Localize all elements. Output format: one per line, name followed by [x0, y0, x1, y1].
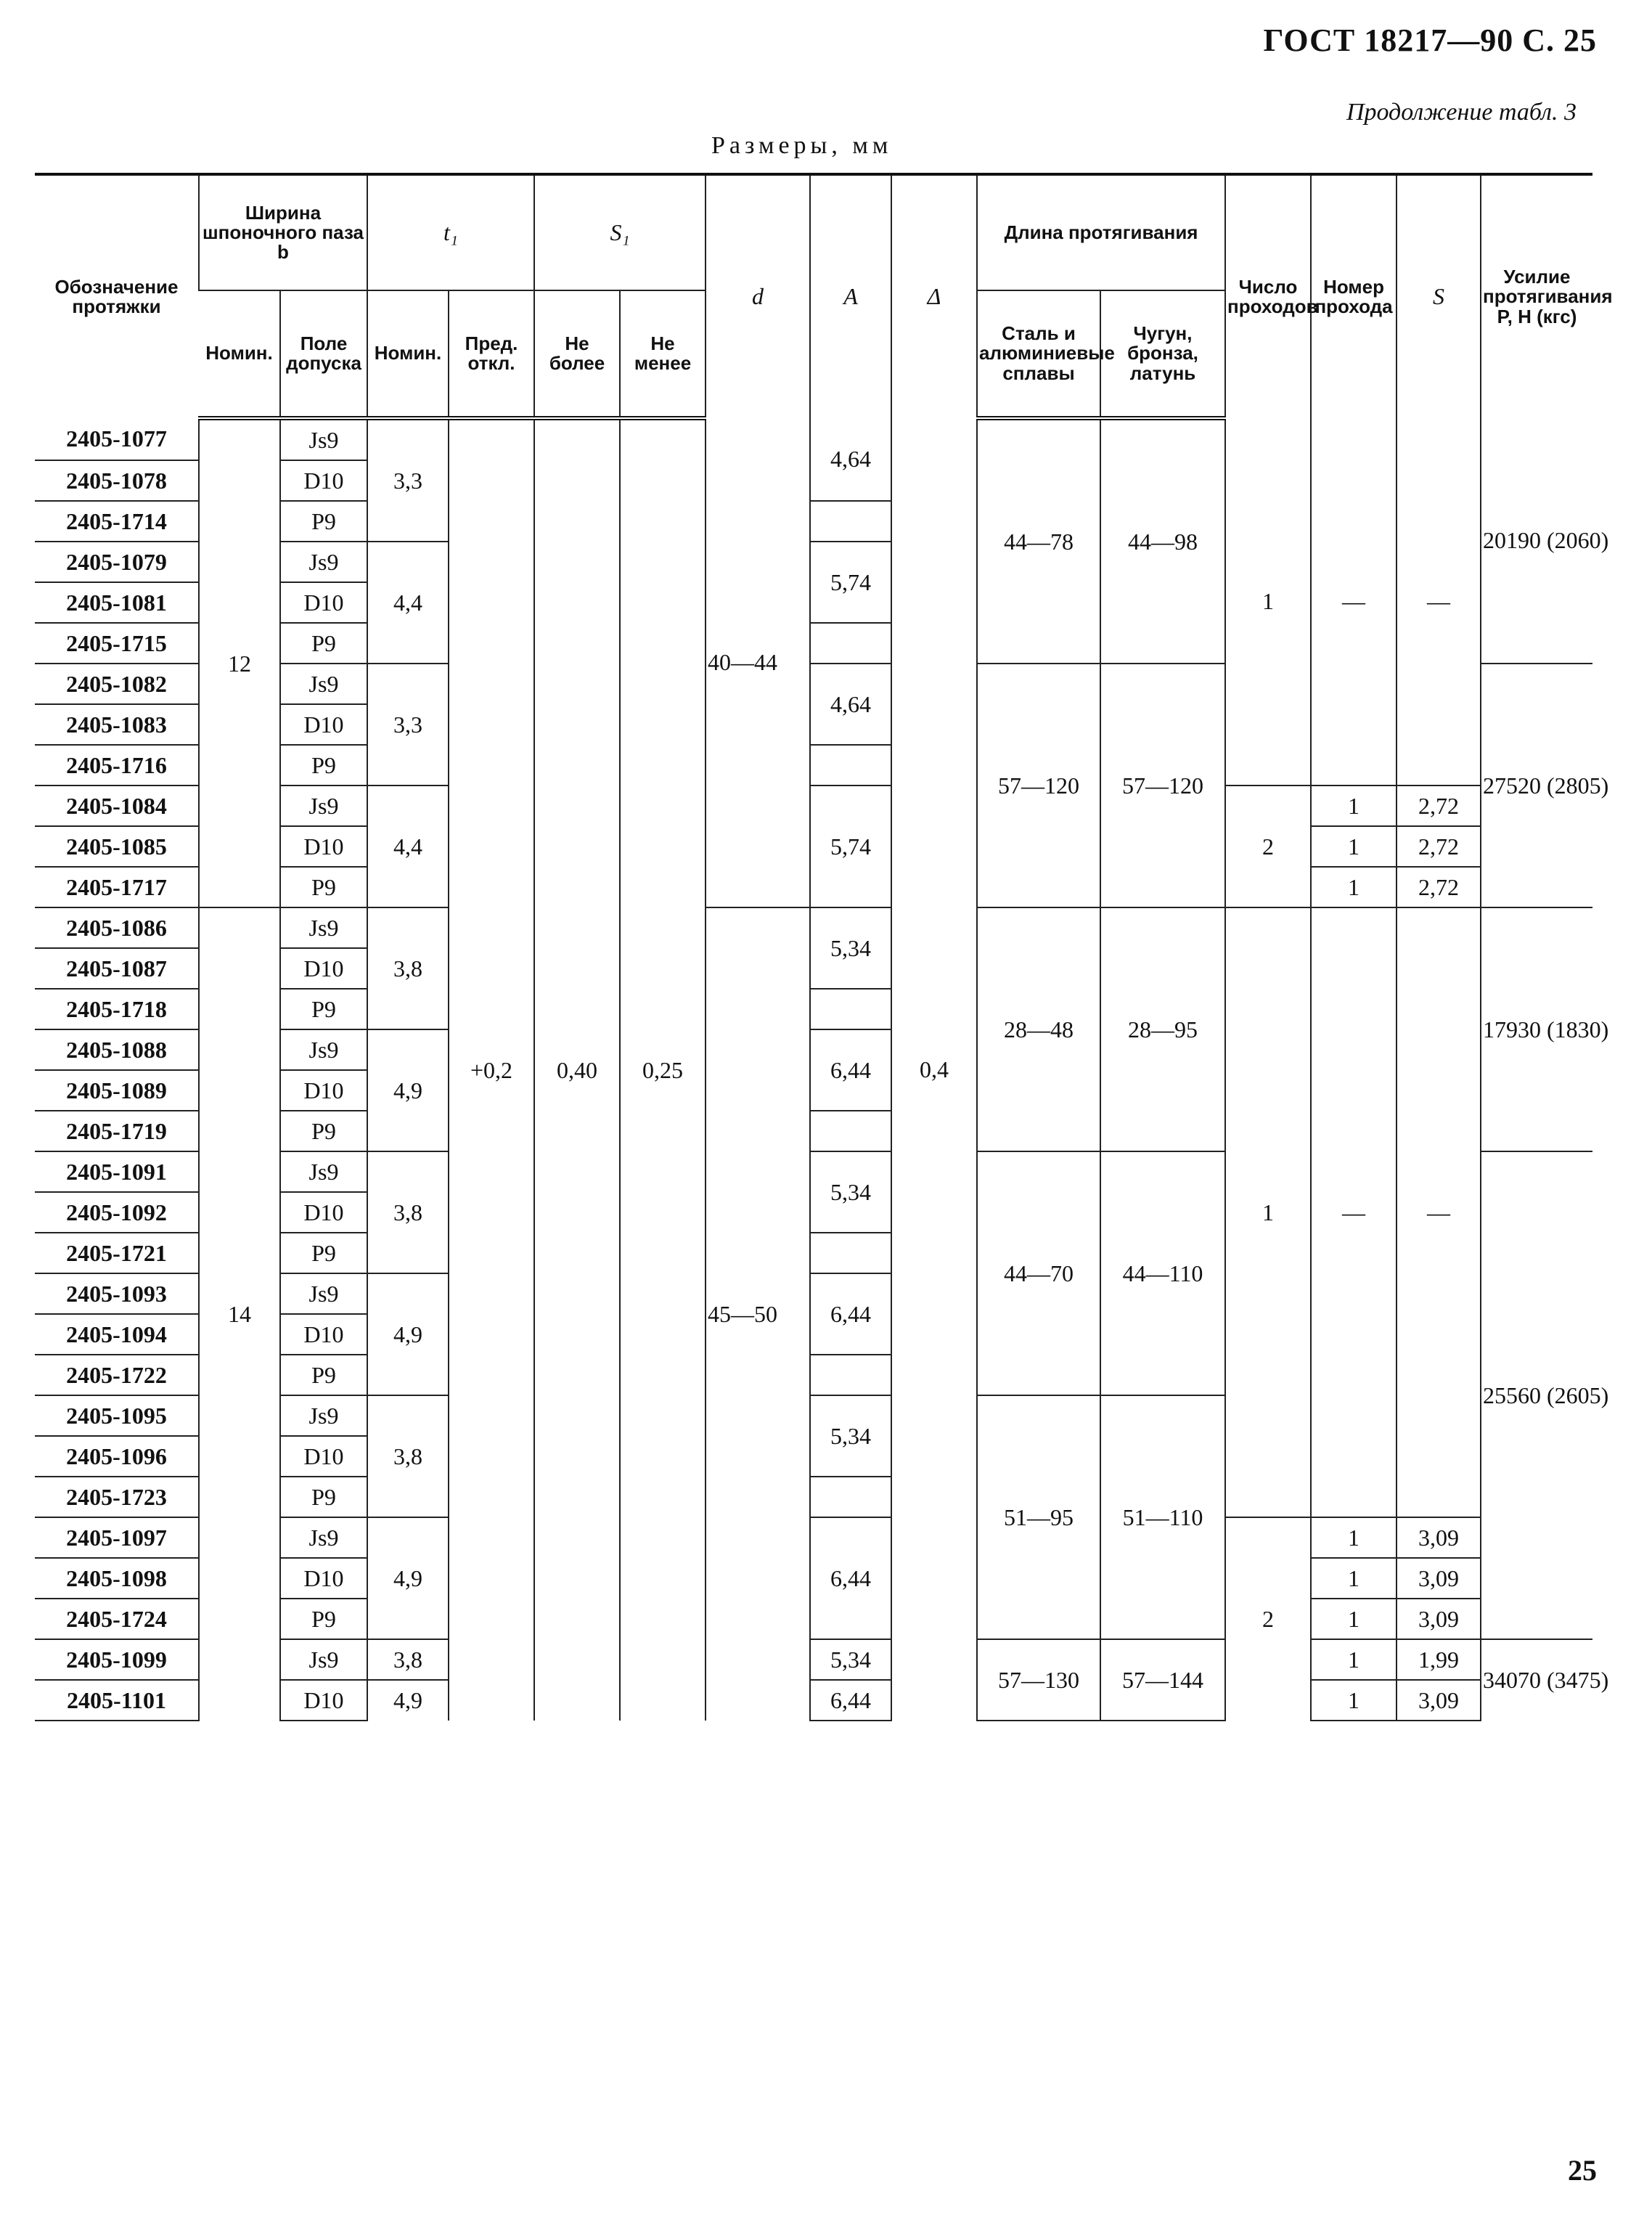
col-delta: Δ	[891, 174, 977, 418]
tolerance-cell: D10	[280, 1436, 367, 1477]
A-cell: 6,44	[810, 1517, 891, 1639]
tolerance-cell: P9	[280, 1599, 367, 1639]
A-cell	[810, 989, 891, 1029]
pass-number-cell: 1	[1311, 1517, 1397, 1558]
table-row-code: 2405-1723	[35, 1477, 199, 1517]
length-iron-cell: 44—98	[1100, 418, 1225, 664]
A-cell: 4,64	[810, 664, 891, 745]
S-cell: 2,72	[1397, 826, 1481, 867]
length-steel-cell: 51—95	[977, 1395, 1100, 1639]
S-cell: 3,09	[1397, 1517, 1481, 1558]
tolerance-cell: D10	[280, 948, 367, 989]
table-row-code: 2405-1082	[35, 664, 199, 704]
table-row-code: 2405-1085	[35, 826, 199, 867]
pass-number-cell: 1	[1311, 785, 1397, 826]
t1-nominal-cell: 3,8	[367, 1639, 449, 1680]
table-row-code: 2405-1084	[35, 785, 199, 826]
tolerance-cell: Js9	[280, 418, 367, 460]
t1-nominal-cell: 3,8	[367, 1395, 449, 1517]
col-A: A	[810, 174, 891, 418]
A-cell: 5,34	[810, 907, 891, 989]
tolerance-cell: D10	[280, 704, 367, 745]
table-row-code: 2405-1101	[35, 1680, 199, 1721]
col-force: Усилие протягивания P, Н (кгс)	[1481, 174, 1592, 418]
tolerance-cell: D10	[280, 460, 367, 501]
length-iron-cell: 57—120	[1100, 664, 1225, 907]
force-cell: 25560 (2605)	[1481, 1151, 1592, 1639]
pass-number-cell: 1	[1311, 1639, 1397, 1680]
col-designation: Обозначение протяжки	[35, 174, 199, 418]
tolerance-cell: P9	[280, 1477, 367, 1517]
col-t1-nom: Номин.	[367, 290, 449, 418]
page-header: ГОСТ 18217—90 С. 25	[1263, 23, 1597, 58]
col-t1-dev: Пред. откл.	[449, 290, 534, 418]
table-row-code: 2405-1724	[35, 1599, 199, 1639]
units-caption: Размеры, мм	[711, 132, 893, 159]
A-cell	[810, 745, 891, 785]
A-cell	[810, 1233, 891, 1273]
col-s1: S₁	[534, 174, 706, 290]
tolerance-cell: Js9	[280, 1273, 367, 1314]
b-nominal-cell: 14	[199, 907, 280, 1721]
tolerance-cell: D10	[280, 582, 367, 623]
table-row-code: 2405-1083	[35, 704, 199, 745]
t1-deviation-cell: +0,2	[449, 418, 534, 1721]
tolerance-cell: P9	[280, 867, 367, 907]
table-row-code: 2405-1721	[35, 1233, 199, 1273]
t1-nominal-cell: 4,9	[367, 1029, 449, 1151]
length-iron-cell: 57—144	[1100, 1639, 1225, 1721]
tolerance-cell: P9	[280, 1355, 367, 1395]
table-row-code: 2405-1093	[35, 1273, 199, 1314]
A-cell	[810, 623, 891, 664]
col-pass-no: Номер прохода	[1311, 174, 1397, 418]
pass-number-cell: 1	[1311, 826, 1397, 867]
tolerance-cell: Js9	[280, 1151, 367, 1192]
broach-table	[35, 173, 1613, 1721]
S-cell: 3,09	[1397, 1680, 1481, 1721]
A-cell	[810, 501, 891, 542]
col-d: d	[706, 174, 810, 418]
table-row-code: 2405-1079	[35, 542, 199, 582]
table-row-code: 2405-1722	[35, 1355, 199, 1395]
pass-number-cell: 1	[1311, 1599, 1397, 1639]
table-row-code: 2405-1092	[35, 1192, 199, 1233]
passes-cell: 2	[1225, 1517, 1311, 1721]
table-row-code: 2405-1715	[35, 623, 199, 664]
table-row-code: 2405-1097	[35, 1517, 199, 1558]
length-steel-cell: 57—120	[977, 664, 1100, 907]
length-iron-cell: 44—110	[1100, 1151, 1225, 1395]
table-row-code: 2405-1078	[35, 460, 199, 501]
table-row-code: 2405-1081	[35, 582, 199, 623]
table-body	[35, 418, 1609, 1721]
table-row-code: 2405-1099	[35, 1639, 199, 1680]
col-S: S	[1397, 174, 1481, 418]
length-steel-cell: 28—48	[977, 907, 1100, 1151]
tolerance-cell: Js9	[280, 907, 367, 948]
t1-nominal-cell: 4,9	[367, 1273, 449, 1395]
A-cell: 6,44	[810, 1273, 891, 1355]
tolerance-cell: Js9	[280, 664, 367, 704]
A-cell: 5,34	[810, 1639, 891, 1680]
force-cell: 27520 (2805)	[1481, 664, 1592, 907]
force-cell: 17930 (1830)	[1481, 907, 1592, 1151]
b-nominal-cell: 12	[199, 418, 280, 907]
tolerance-cell: D10	[280, 1680, 367, 1721]
tolerance-cell: D10	[280, 1070, 367, 1111]
S-cell: 3,09	[1397, 1558, 1481, 1599]
S-cell: 1,99	[1397, 1639, 1481, 1680]
length-steel-cell: 57—130	[977, 1639, 1100, 1721]
pass-number-cell: 1	[1311, 867, 1397, 907]
tolerance-cell: P9	[280, 1233, 367, 1273]
A-cell	[810, 1111, 891, 1151]
tolerance-cell: Js9	[280, 785, 367, 826]
length-steel-cell: 44—78	[977, 418, 1100, 664]
passes-cell: 1	[1225, 907, 1311, 1517]
t1-nominal-cell: 4,9	[367, 1517, 449, 1639]
A-cell	[810, 1355, 891, 1395]
A-cell: 5,74	[810, 785, 891, 907]
col-b-nom: Номин.	[199, 290, 280, 418]
table-row-code: 2405-1077	[35, 418, 199, 460]
tolerance-cell: D10	[280, 1314, 367, 1355]
A-cell	[810, 1477, 891, 1517]
S-cell: 2,72	[1397, 867, 1481, 907]
S-cell: —	[1397, 907, 1481, 1517]
S-cell: 2,72	[1397, 785, 1481, 826]
table-row-code: 2405-1716	[35, 745, 199, 785]
delta-cell: 0,4	[891, 418, 977, 1721]
col-len-iron: Чугун, бронза, латунь	[1100, 290, 1225, 418]
table-row-code: 2405-1719	[35, 1111, 199, 1151]
pass-number-cell: 1	[1311, 1680, 1397, 1721]
pass-number-cell: —	[1311, 418, 1397, 785]
pass-number-cell: —	[1311, 907, 1397, 1517]
table-row-code: 2405-1088	[35, 1029, 199, 1070]
A-cell: 6,44	[810, 1029, 891, 1111]
continuation-note: Продолжение табл. 3	[1346, 99, 1577, 126]
passes-cell: 1	[1225, 418, 1311, 785]
length-iron-cell: 51—110	[1100, 1395, 1225, 1639]
tolerance-cell: Js9	[280, 1395, 367, 1436]
pass-number-cell: 1	[1311, 1558, 1397, 1599]
t1-nominal-cell: 3,8	[367, 1151, 449, 1273]
table-row-code: 2405-1091	[35, 1151, 199, 1192]
tolerance-cell: Js9	[280, 1517, 367, 1558]
tolerance-cell: P9	[280, 501, 367, 542]
s1-min-cell: 0,25	[620, 418, 706, 1721]
col-b-group: Ширина шпоночного паза b	[199, 174, 367, 290]
A-cell: 4,64	[810, 418, 891, 501]
t1-nominal-cell: 3,8	[367, 907, 449, 1029]
d-cell: 45—50	[706, 907, 810, 1721]
tolerance-cell: D10	[280, 1192, 367, 1233]
s1-max-cell: 0,40	[534, 418, 620, 1721]
table-row-code: 2405-1717	[35, 867, 199, 907]
t1-nominal-cell: 3,3	[367, 664, 449, 785]
col-passes: Число проходов	[1225, 174, 1311, 418]
table-row	[35, 418, 1592, 460]
tolerance-cell: Js9	[280, 1639, 367, 1680]
A-cell: 6,44	[810, 1680, 891, 1721]
passes-cell: 2	[1225, 785, 1311, 907]
table-row-code: 2405-1086	[35, 907, 199, 948]
col-length-group: Длина протягивания	[977, 174, 1225, 290]
page-number: 25	[1568, 2154, 1597, 2187]
tolerance-cell: P9	[280, 623, 367, 664]
force-cell: 34070 (3475)	[1481, 1639, 1592, 1721]
col-len-steel: Сталь и алюминиевые сплавы	[977, 290, 1100, 418]
tolerance-cell: D10	[280, 826, 367, 867]
table-row	[35, 907, 1592, 948]
tolerance-cell: P9	[280, 745, 367, 785]
A-cell: 5,74	[810, 542, 891, 623]
S-cell: —	[1397, 418, 1481, 785]
A-cell: 5,34	[810, 1151, 891, 1233]
tolerance-cell: Js9	[280, 542, 367, 582]
length-steel-cell: 44—70	[977, 1151, 1100, 1395]
table-row-code: 2405-1087	[35, 948, 199, 989]
table-row-code: 2405-1094	[35, 1314, 199, 1355]
table-row-code: 2405-1096	[35, 1436, 199, 1477]
table-row-code: 2405-1095	[35, 1395, 199, 1436]
tolerance-cell: Js9	[280, 1029, 367, 1070]
table-row-code: 2405-1098	[35, 1558, 199, 1599]
t1-nominal-cell: 4,9	[367, 1680, 449, 1721]
tolerance-cell: P9	[280, 989, 367, 1029]
tolerance-cell: P9	[280, 1111, 367, 1151]
table-row-code: 2405-1714	[35, 501, 199, 542]
t1-nominal-cell: 4,4	[367, 785, 449, 907]
t1-nominal-cell: 3,3	[367, 418, 449, 542]
S-cell: 3,09	[1397, 1599, 1481, 1639]
t1-nominal-cell: 4,4	[367, 542, 449, 664]
d-cell: 40—44	[706, 418, 810, 907]
table-row-code: 2405-1089	[35, 1070, 199, 1111]
col-b-tol: Поле допуска	[280, 290, 367, 418]
tolerance-cell: D10	[280, 1558, 367, 1599]
col-t1: t₁	[367, 174, 534, 290]
force-cell: 20190 (2060)	[1481, 418, 1592, 664]
col-s1-min: Не менее	[620, 290, 706, 418]
A-cell: 5,34	[810, 1395, 891, 1477]
col-s1-max: Не более	[534, 290, 620, 418]
table-row-code: 2405-1718	[35, 989, 199, 1029]
length-iron-cell: 28—95	[1100, 907, 1225, 1151]
